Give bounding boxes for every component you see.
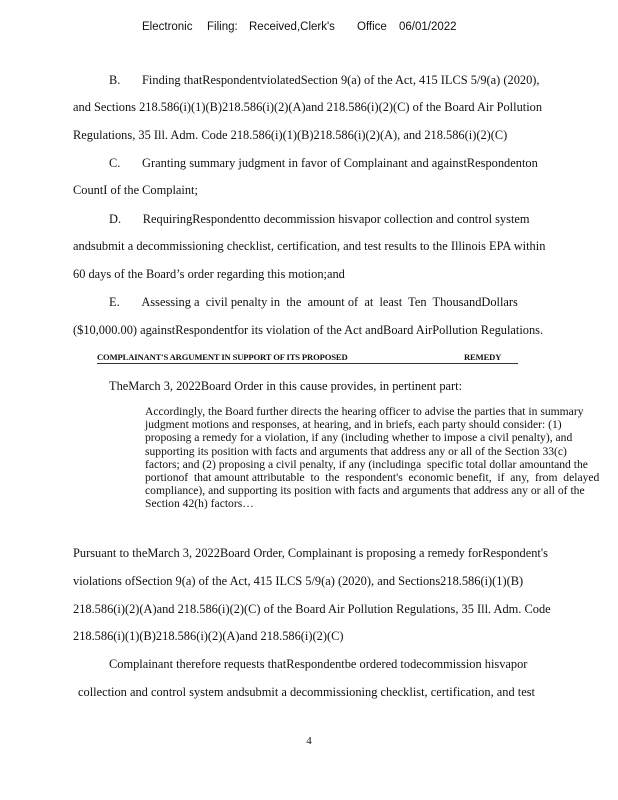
paragraph-b-line-2: and Sections 218.586(i)(1)(B)218.586(i)(2)(A)and 218.586(i)(2)(C) of the Board Air Pollution bbox=[73, 100, 543, 114]
section-heading-right: REMEDY bbox=[464, 352, 502, 362]
section-heading-left: COMPLAINANT'S ARGUMENT IN SUPPORT OF ITS PROPOSED bbox=[97, 352, 348, 362]
block-quote bbox=[145, 405, 600, 511]
section-heading bbox=[97, 352, 518, 364]
block-quote-text: Accordingly, the Board further directs the hearing officer to advise the parties that in summary judgment motions and responses, at hearing, and in briefs, each party should consider: (1) proposing a remedy for a violation, if any (including whether to impose a civil penalty), and supporting its position with facts and arguments that address any or all of the Section 33(c) factors; and (2) proposing a civil penalty, if any (includinga specific total dollar amountand the portionof that amount attributable to the respondent's economic benefit, if any, from delayed compliance), and supporting its position with facts and arguments that address any or all of the Section 42(h) factors… bbox=[145, 405, 600, 511]
paragraph-e-line-2: ($10,000.00) againstRespondentfor its violation of the Act andBoard AirPollution Regulations. bbox=[73, 323, 544, 337]
paragraph-b-line-1: B. Finding thatRespondentviolatedSection 9(a) of the Act, 415 ILCS 5/9(a) (2020), bbox=[109, 73, 540, 87]
closing-line-4: 218.586(i)(1)(B)218.586(i)(2)(A)and 218.586(i)(2)(C) bbox=[73, 629, 344, 643]
page-number: 4 bbox=[306, 735, 312, 747]
closing-line-5: Complainant therefore requests thatRespondentbe ordered todecommission hisvapor bbox=[109, 657, 528, 671]
closing-line-2: violations ofSection 9(a) of the Act, 415 ILCS 5/9(a) (2020), and Sections218.586(i)(1)(B) bbox=[73, 574, 524, 588]
paragraph-d-line-3: 60 days of the Board’s order regarding this motion;and bbox=[73, 267, 345, 281]
paragraph-d-line-1: D. RequiringRespondentto decommission hisvapor collection and control system bbox=[109, 212, 530, 226]
intro-line: TheMarch 3, 2022Board Order in this cause provides, in pertinent part: bbox=[109, 379, 463, 393]
header-received: Received,Clerk's bbox=[249, 21, 335, 33]
closing-line-1: Pursuant to theMarch 3, 2022Board Order, Complainant is proposing a remedy forRespondent's bbox=[73, 546, 548, 560]
closing-line-3: 218.586(i)(2)(A)and 218.586(i)(2)(C) of the Board Air Pollution Regulations, 35 Ill. Adm. Code bbox=[73, 602, 551, 616]
header-electronic: Electronic bbox=[142, 21, 193, 33]
header-office: Office bbox=[357, 21, 387, 33]
paragraph-e-line-1: E. Assessing a civil penalty in the amount of at least Ten ThousandDollars bbox=[109, 295, 518, 309]
closing-line-6: collection and control system andsubmit a decommissioning checklist, certification, and test bbox=[78, 685, 535, 699]
paragraph-b-line-3: Regulations, 35 Ill. Adm. Code 218.586(i)(1)(B)218.586(i)(2)(A), and 218.586(i)(2)(C) bbox=[73, 128, 508, 142]
paragraph-c-line-1: C. Granting summary judgment in favor of Complainant and againstRespondenton bbox=[109, 156, 538, 170]
header-date: 06/01/2022 bbox=[399, 21, 457, 33]
header-filing: Filing: bbox=[207, 21, 238, 33]
paragraph-c-line-2: CountI of the Complaint; bbox=[73, 183, 198, 197]
paragraph-d-line-2: andsubmit a decommissioning checklist, certification, and test results to the Illinois EPA within bbox=[73, 239, 546, 253]
